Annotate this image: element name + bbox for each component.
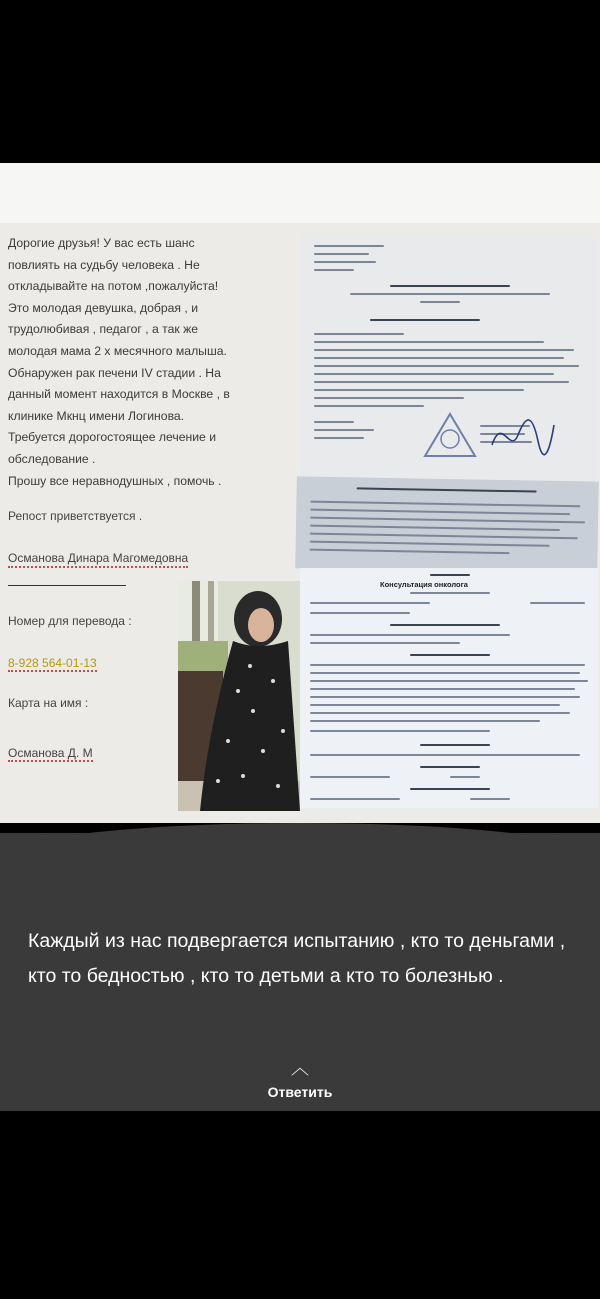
signature-icon <box>488 405 558 461</box>
consult-title: Консультация онколога <box>380 580 468 589</box>
appeal-line: откладывайте на потом ,пожалуйста! <box>8 279 219 294</box>
appeal-line: Прошу все неравнодушных , помочь . <box>8 473 222 488</box>
patient-name: Османова Динара Магомедовна <box>8 551 188 568</box>
appeal-line: Дорогие друзья! У вас есть шанс <box>8 236 195 250</box>
appeal-line: данный момент находится в Москве , в <box>8 387 230 402</box>
appeal-line: обследование . <box>8 451 96 466</box>
appeal-line: Обнаружен рак печени IV стадии . На <box>8 365 221 380</box>
story-caption: Каждый из нас подвергается испытанию , кто то деньгами , кто то бедностью , кто то детьми а кто то болезнью . <box>28 930 566 987</box>
story-image <box>0 163 600 823</box>
stamp-icon <box>423 411 477 459</box>
woman-photo <box>178 581 300 811</box>
appeal-line: клинике Мкнц имени Логинова. <box>8 408 185 423</box>
panel-curve <box>0 823 600 863</box>
medical-document-3 <box>300 568 598 808</box>
appeal-line: повлиять на судьбу человека . Не <box>8 257 200 272</box>
medical-document-2 <box>295 476 599 573</box>
transfer-label: Номер для перевода : <box>8 614 132 628</box>
repost-note: Репост приветствуется . <box>8 509 143 523</box>
transfer-phone: 8-928 564-01-13 <box>8 656 97 670</box>
divider <box>8 585 126 586</box>
appeal-line: трудолюбивая , педагог , а так же <box>8 322 199 337</box>
appeal-line: Это молодая девушка, добрая , и <box>8 300 199 315</box>
reply-button[interactable] <box>0 1060 600 1100</box>
reply-label: Ответить <box>267 1084 333 1100</box>
chevron-up-icon: ︿ <box>291 1058 309 1078</box>
appeal-line: Требуется дорогостоящее лечение и <box>8 430 217 445</box>
appeal-text <box>8 233 293 492</box>
appeal-line: молодая мама 2 х месячного малыша. <box>8 343 227 358</box>
card-name: Османова Д. М <box>8 746 93 760</box>
medical-document-1 <box>300 233 598 483</box>
card-label: Карта на имя : <box>8 696 89 710</box>
image-top-band <box>0 163 600 223</box>
